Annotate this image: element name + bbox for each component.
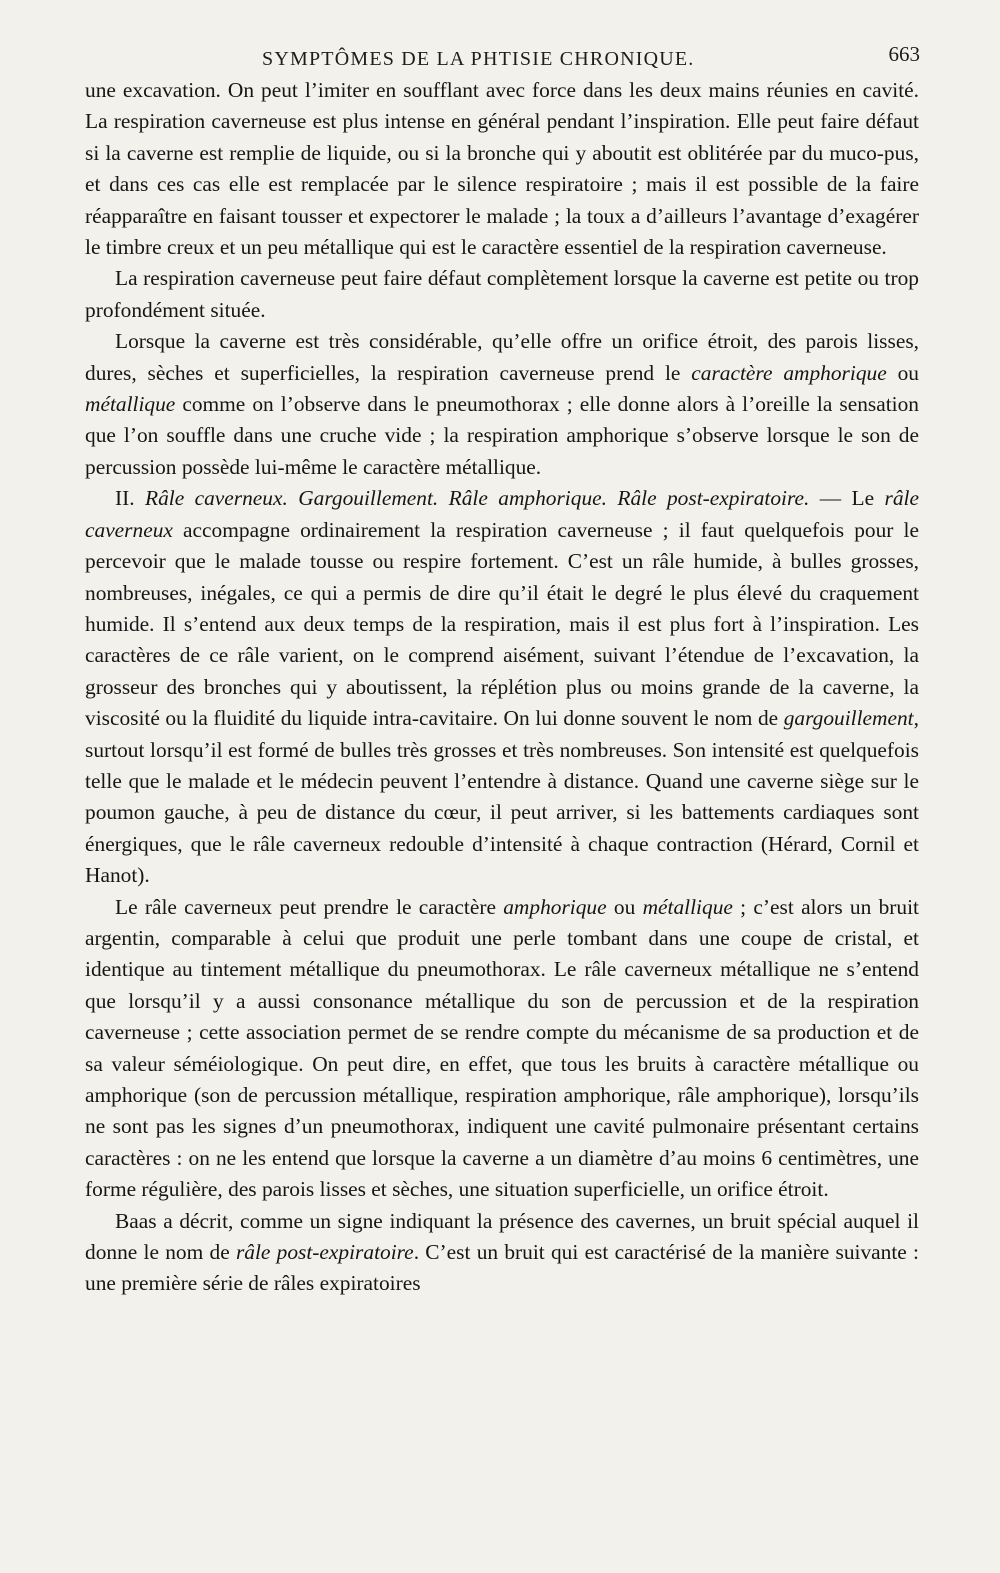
italic-term: Râle caverneux. Gargouillement. Râle amphorique. Râle post-expiratoire. <box>145 486 810 511</box>
text-run: . C’est un bruit qui est caractérisé de la manière suivante : une première série de râles expiratoires <box>85 1240 919 1296</box>
paragraph <box>85 892 919 1206</box>
running-title: SYMPTÔMES DE LA PHTISIE CHRONIQUE. <box>262 48 695 70</box>
running-head <box>80 40 920 72</box>
paragraph <box>85 75 919 263</box>
paragraph <box>85 263 919 326</box>
italic-term: caractère amphorique <box>691 360 887 385</box>
text-run: ou <box>886 360 919 385</box>
text-run: — Le <box>809 486 885 511</box>
text-run: accompagne ordinairement la respiration caverneuse ; il faut quelquefois pour le percevoir que le malade tousse ou respire fortement. C’est un râle humide, à bulles grosses, nombreuses, inégales, ce qui a permis de dire qu’il était le degré le plus élevé du craquement humide. Il s’entend aux deux temps de la respiration, mais il est plus fort à l’inspiration. Les caractères de ce râle varient, on le comprend aisément, suivant l’étendue de l’excavation, la grosseur des bronches qui y aboutissent, la réplétion plus ou moins grande de la caverne, la viscosité ou la fluidité du liquide intra-cavitaire. On lui donne souvent le nom de <box>85 517 919 731</box>
text-run: ou <box>606 894 643 919</box>
italic-term: métallique <box>85 392 176 417</box>
text-run: II. <box>115 486 145 511</box>
italic-term: gargouillement <box>783 706 914 731</box>
italic-term: râle post-expiratoire <box>235 1240 414 1265</box>
paragraph <box>85 326 919 483</box>
text-run: ; c’est alors un bruit argentin, comparable à celui que produit une perle tombant dans une coupe de cristal, et identique au tintement métallique du pneumothorax. Le râle caverneux métallique ne s’entend que lorsqu’il y a aussi consonance métallique du son de percussion et de la respiration caverneuse ; cette association permet de se rendre compte du mécanisme de sa production et de sa valeur séméiologique. On peut dire, en effet, que tous les bruits à caractère métallique ou amphorique (son de percussion métallique, respiration amphorique, râle amphorique), lorsqu’ils ne sont pas les signes d’un pneumothorax, indiquent une cavité pulmonaire présentant certains caractères : on ne les entend que lorsque la caverne a un diamètre d’au moins 6 centimètres, une forme régulière, des parois lisses et sèches, une situation superficielle, un orifice étroit. <box>85 894 920 1202</box>
text-run: Lorsque la caverne est très considérable, qu’elle offre un orifice étroit, des parois lisses, dures, sèches et superficielles, la respiration caverneuse prend le <box>85 329 919 385</box>
text-run: une excavation. On peut l’imiter en soufflant avec force dans les deux mains réunies en cavité. La respiration caverneuse est plus intense en général pendant l’inspiration. Elle peut faire défaut si la caverne est remplie de liquide, ou si la bronche qui y aboutit est oblitérée par du muco-pus, et dans ces cas elle est remplacée par le silence respiratoire ; mais il est possible de la faire réapparaître en faisant tousser et expectorer le malade ; la toux a d’ailleurs l’avantage d’exagérer le timbre creux et un peu métallique qui est le caractère essentiel de la respiration caverneuse. <box>85 78 919 260</box>
text-run: Baas a décrit, comme un signe indiquant la présence des cavernes, un bruit spécial auquel il donne le nom de <box>85 1208 919 1265</box>
text-run: comme on l’observe dans le pneumothorax ; elle donne alors à l’oreille la sensation que l’on souffle dans une cruche vide ; la respiration amphorique s’observe lorsque le son de percussion possède lui-même le caractère métallique. <box>85 392 919 479</box>
italic-term: amphorique <box>503 894 607 919</box>
italic-term: métallique <box>642 894 733 919</box>
text-run: Le râle caverneux peut prendre le caractère <box>115 894 504 919</box>
page-number: 663 <box>888 42 920 66</box>
paragraph <box>85 1206 919 1300</box>
italic-term: râle caverneux <box>85 486 919 542</box>
text-run: , surtout lorsqu’il est formé de bulles très grosses et très nombreuses. Son intensité est quelquefois telle que le malade et le médecin peuvent l’entendre à distance. Quand une caverne siège sur le poumon gauche, à peu de distance du cœur, il peut arriver, si les battements cardiaques sont énergiques, que le râle caverneux redouble d’intensité à chaque contraction (Hérard, Cornil et Hanot). <box>85 706 919 888</box>
paragraph <box>85 483 919 891</box>
body-text <box>85 75 919 1300</box>
text-run: La respiration caverneuse peut faire défaut complètement lorsque la caverne est petite ou trop profondément située. <box>85 266 919 322</box>
